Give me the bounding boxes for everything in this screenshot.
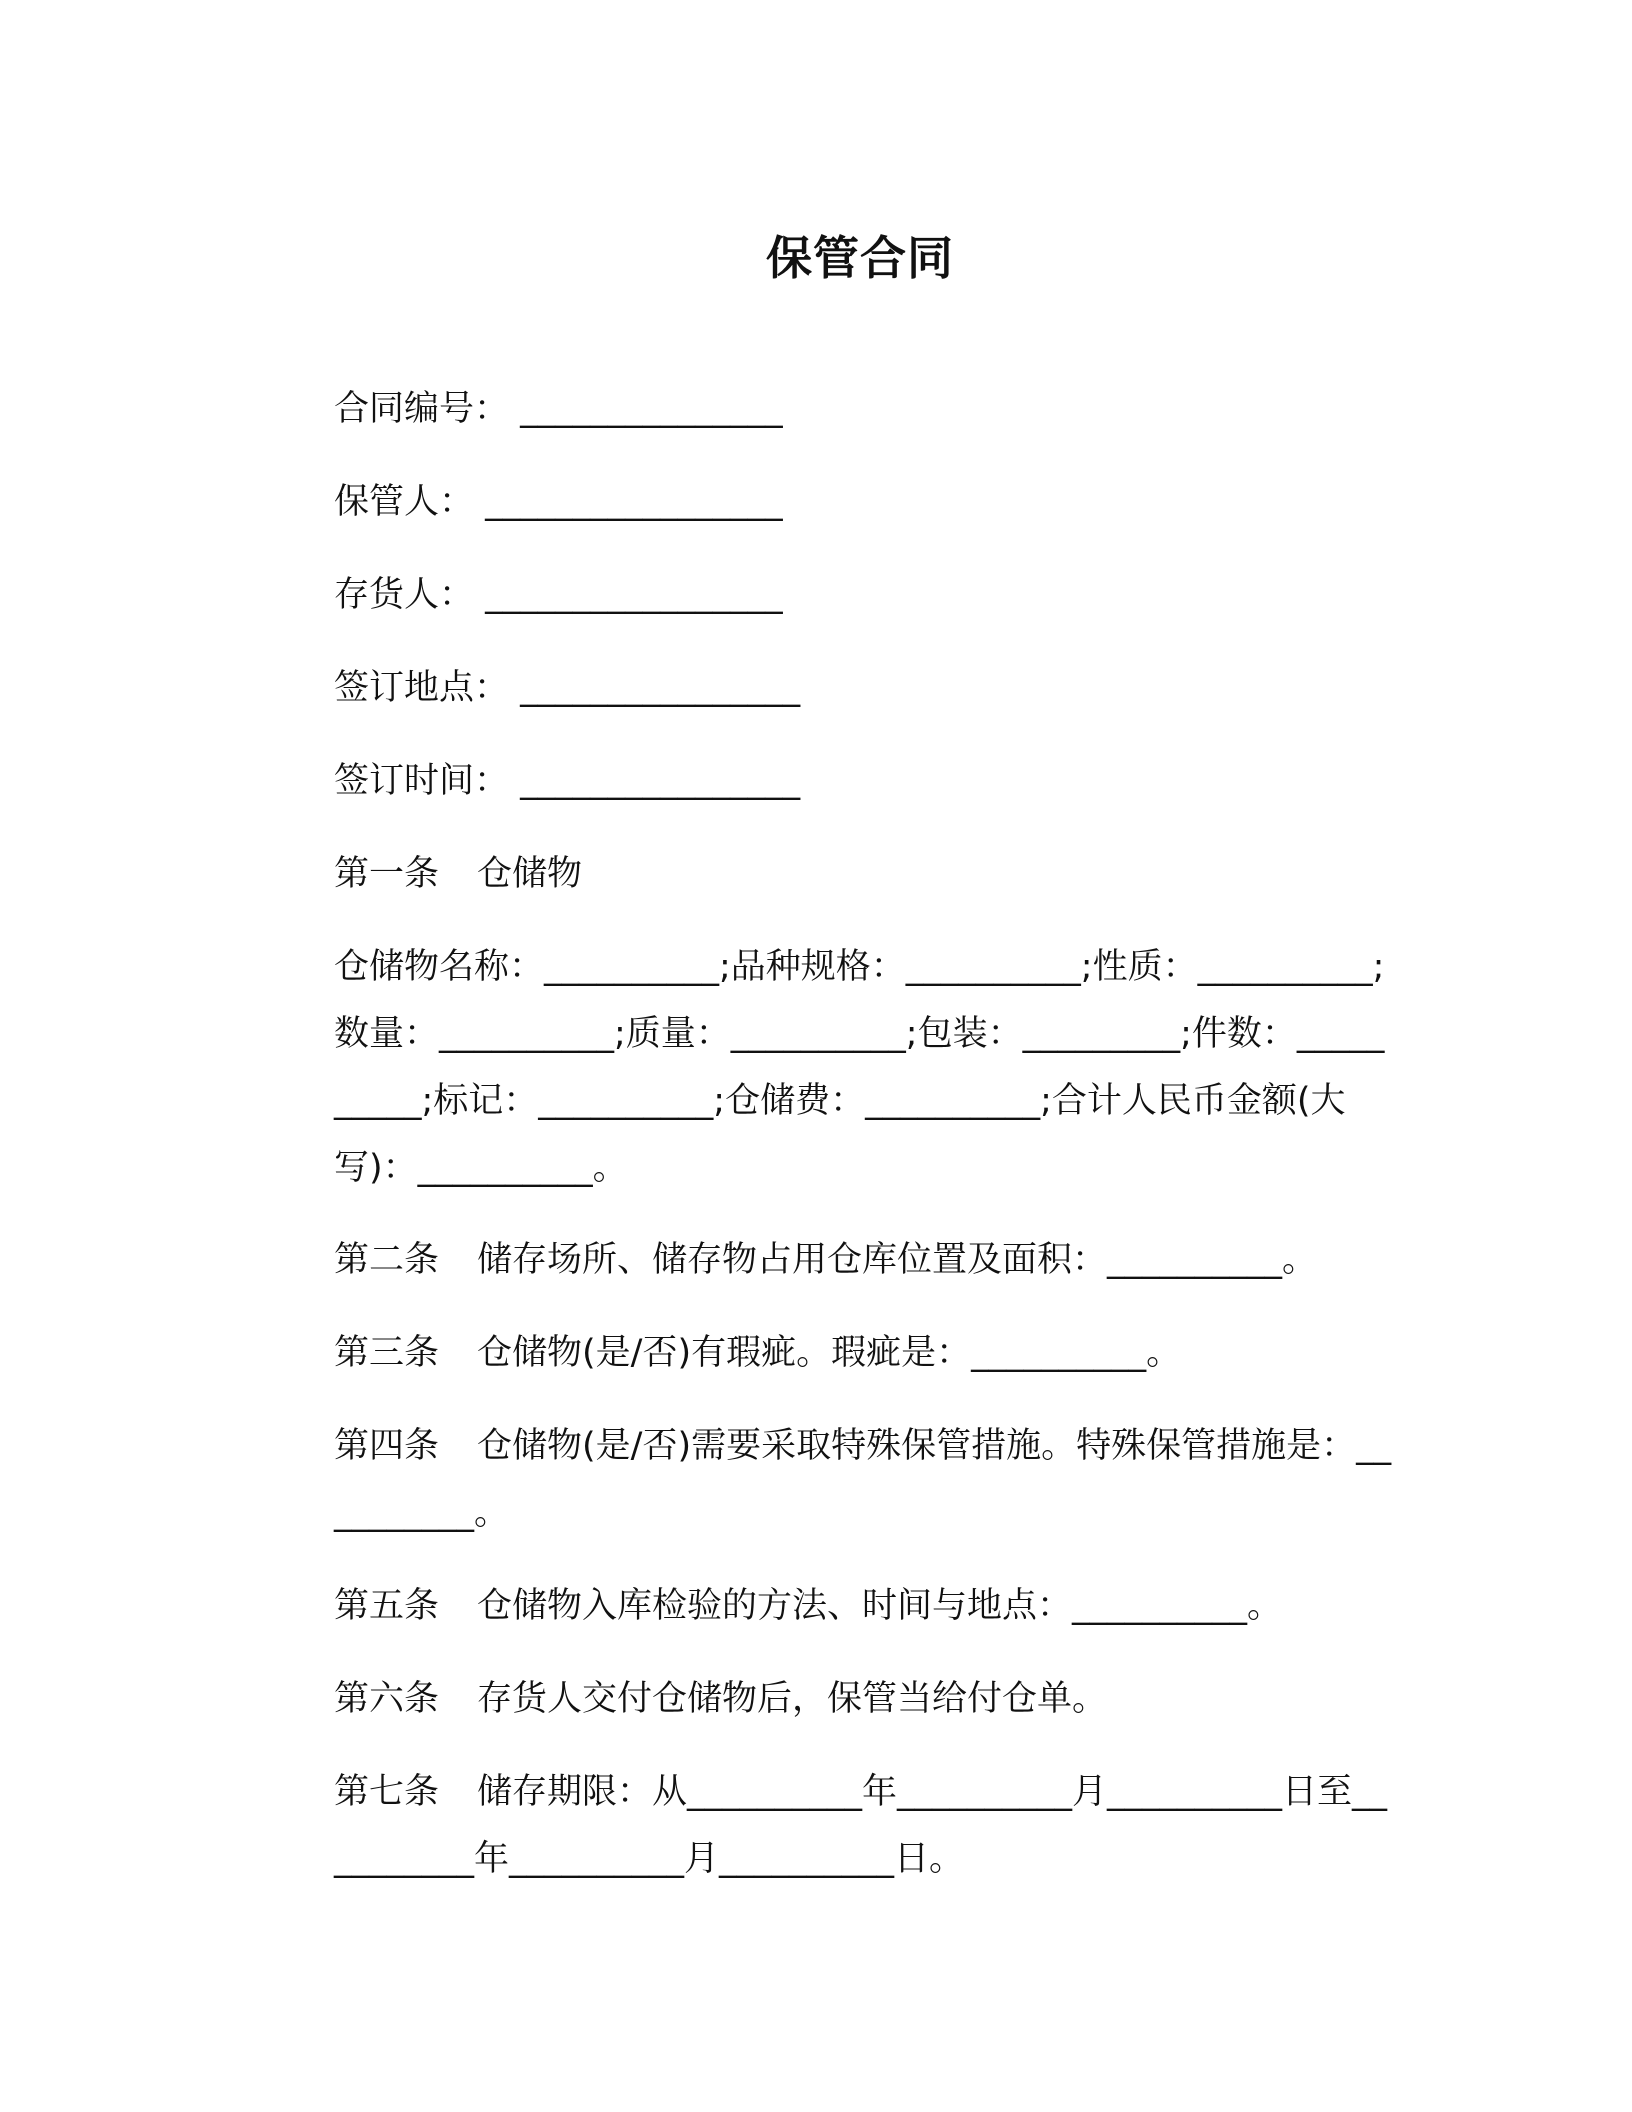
depositor-field xyxy=(334,570,783,620)
document-title: 保管合同 xyxy=(766,231,954,285)
article-1-text: 仓储物名称：__________;品种规格：__________;性质：__________;数量：__________;质量：__________;包装：_________;件数：__________;标记：__________;仓储费：__________;合计人民币金额(大写)：__________。 xyxy=(334,947,1385,1188)
article-7-text: 储存期限：从__________年__________月__________日至__________年__________月__________日。 xyxy=(334,1772,1388,1879)
custodian-label: 保管人： xyxy=(334,482,475,522)
article-6-text: 存货人交付仓储物后，保管当给付仓单。 xyxy=(477,1679,1108,1719)
article-1-number: 第一条 xyxy=(334,854,440,894)
article-1-heading xyxy=(334,849,582,899)
signing-time-label: 签订时间： xyxy=(334,761,510,801)
article-4-text: 仓储物(是/否)需要采取特殊保管措施。特殊保管措施是：__________。 xyxy=(334,1426,1392,1533)
article-7-number: 第七条 xyxy=(334,1772,440,1812)
article-3-text: 仓储物(是/否)有瑕疵。瑕疵是：__________。 xyxy=(477,1333,1182,1373)
article-2 xyxy=(238,1227,1398,1294)
article-5-number: 第五条 xyxy=(334,1586,440,1626)
signing-time-blank: ________________ xyxy=(520,761,801,801)
depositor-blank: _________________ xyxy=(485,575,783,615)
signing-place-blank: ________________ xyxy=(520,668,801,708)
signing-time-field xyxy=(334,756,800,806)
contract-number-blank: _______________ xyxy=(520,389,783,429)
article-5 xyxy=(238,1573,1398,1640)
signing-place-field xyxy=(334,663,800,713)
article-6-number: 第六条 xyxy=(334,1679,440,1719)
article-1-body xyxy=(238,934,1398,1202)
article-6 xyxy=(238,1666,1398,1733)
article-4 xyxy=(238,1413,1398,1547)
article-2-number: 第二条 xyxy=(334,1240,440,1280)
depositor-label: 存货人： xyxy=(334,575,475,615)
custodian-field xyxy=(334,477,783,527)
article-1-title: 仓储物 xyxy=(477,854,583,894)
article-3 xyxy=(238,1320,1398,1387)
contract-number-field xyxy=(334,384,783,434)
article-7 xyxy=(238,1759,1398,1893)
custodian-blank: _________________ xyxy=(485,482,783,522)
article-4-number: 第四条 xyxy=(334,1426,440,1466)
article-3-number: 第三条 xyxy=(334,1333,440,1373)
contract-number-label: 合同编号： xyxy=(334,389,510,429)
article-5-text: 仓储物入库检验的方法、时间与地点：__________。 xyxy=(477,1586,1283,1626)
article-2-text: 储存场所、储存物占用仓库位置及面积：__________。 xyxy=(477,1240,1318,1280)
signing-place-label: 签订地点： xyxy=(334,668,510,708)
